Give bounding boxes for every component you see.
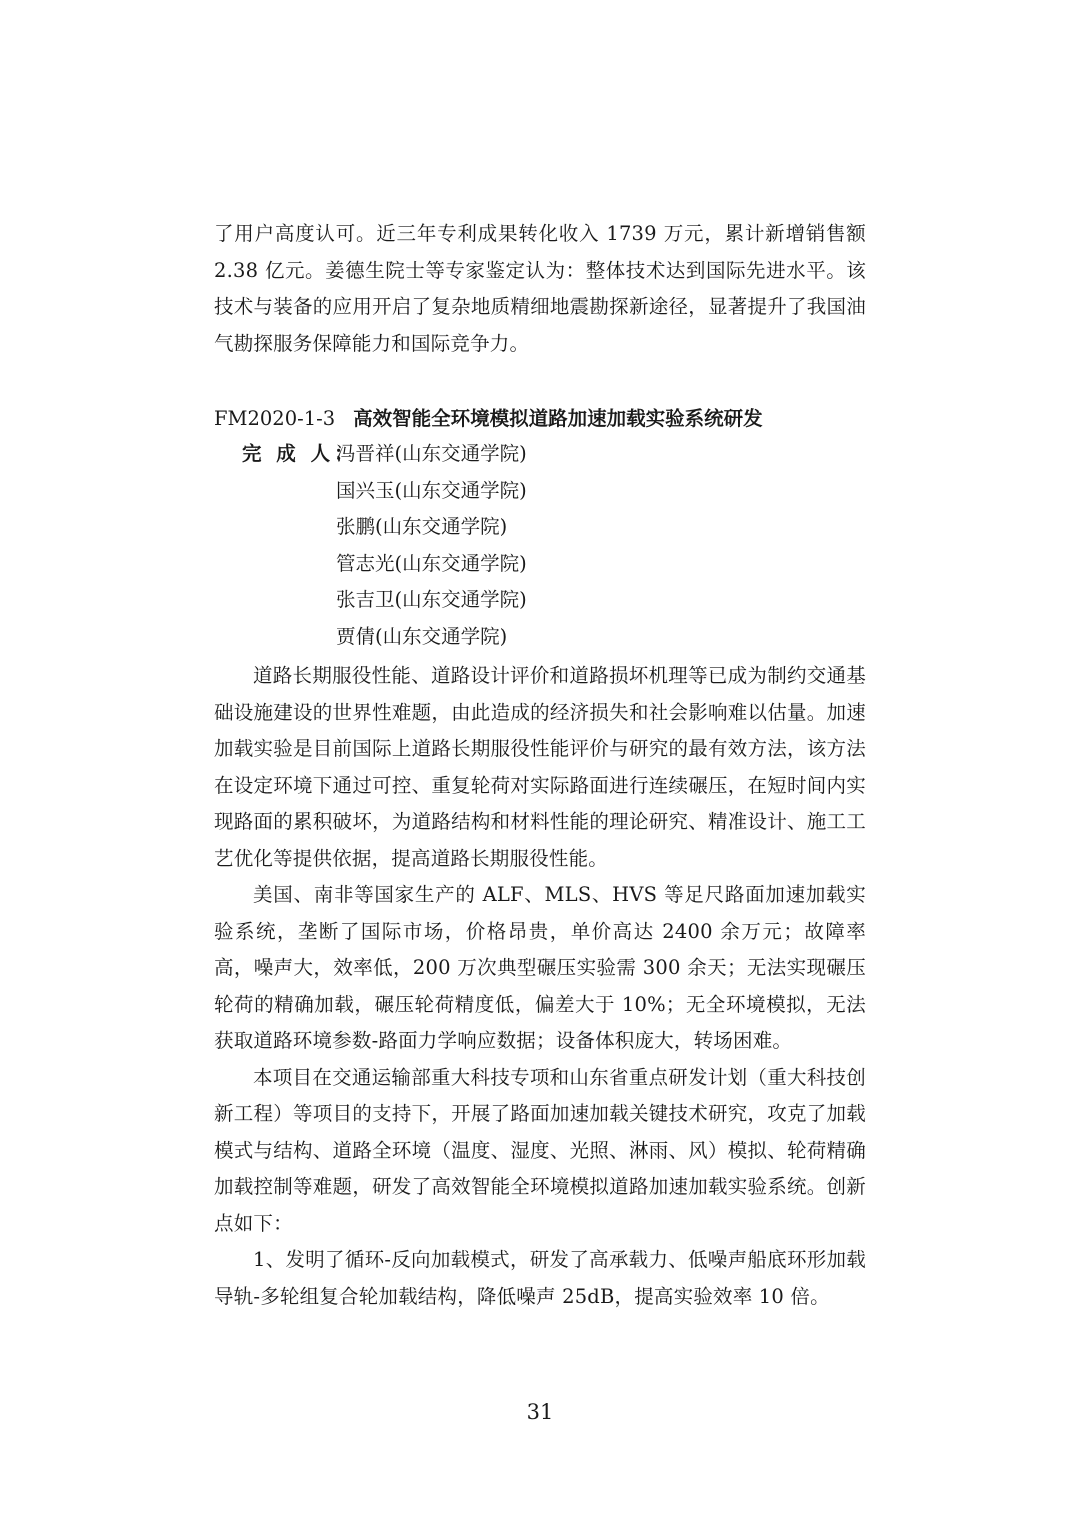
author-list [242, 436, 527, 656]
body-paragraph: 本项目在交通运输部重大科技专项和山东省重点研发计划（重大科技创新工程）等项目的支持下，开展了路面加速加载关键技术研究，攻克了加载模式与结构、道路全环境（温度、湿度、光照、淋雨、风）模拟、轮荷精确加载控制等难题，研发了高效智能全环境模拟道路加速加载实验系统。创新点如下： [214, 1065, 866, 1235]
body-paragraph: 1、发明了循环-反向加载模式，研发了高承载力、低噪声船底环形加载导轨-多轮组复合轮加载结构，降低噪声 25dB，提高实验效率 10 倍。 [214, 1248, 866, 1308]
body-section [214, 658, 866, 1315]
body-paragraph: 美国、南非等国家生产的 ALF、MLS、HVS 等足尺路面加速加载实验系统，垄断了国际市场，价格昂贵，单价高达 2400 余万元；故障率高，噪声大，效率低，200 万次典型碾压实验需 300 余天；无法实现碾压轮荷的精确加载，碾压轮荷精度低，偏差大于 10%；无全环境模拟，无法获取道路环境参数-路面力学响应数据；设备体积庞大，转场困难。 [214, 883, 866, 1052]
author-name: 张吉卫(山东交通学院) [336, 588, 527, 612]
author-label: 完 成 人： [242, 442, 358, 465]
author-name: 冯晋祥(山东交通学院) [336, 442, 527, 465]
author-name: 国兴玉(山东交通学院) [336, 478, 527, 502]
author-name: 管志光(山东交通学院) [336, 551, 527, 575]
intro-paragraph: 了用户高度认可。近三年专利成果转化收入 1739 万元，累计新增销售额 2.38 亿元。姜德生院士等专家鉴定认为：整体技术达到国际先进水平。该技术与装备的应用开启了复杂地质精细地震勘探新途径，显著提升了我国油气勘探服务保障能力和国际竞争力。 [214, 222, 866, 355]
author-row [242, 546, 527, 583]
author-row [242, 582, 527, 619]
author-row [242, 436, 527, 473]
author-row [242, 509, 527, 546]
author-row [242, 619, 527, 656]
intro-section [214, 216, 866, 362]
body-paragraph: 道路长期服役性能、道路设计评价和道路损坏机理等已成为制约交通基础设施建设的世界性难题，由此造成的经济损失和社会影响难以估量。加速加载实验是目前国际上道路长期服役性能评价与研究的最有效方法，该方法在设定环境下通过可控、重复轮荷对实际路面进行连续碾压，在短时间内实现路面的累积破坏，为道路结构和材料性能的理论研究、精准设计、施工工艺优化等提供依据，提高道路长期服役性能。 [214, 664, 866, 870]
project-heading [214, 401, 866, 437]
project-code: FM2020-1-3 [214, 407, 336, 430]
page-number: 31 [526, 1400, 554, 1424]
author-row [242, 473, 527, 510]
author-name: 贾倩(山东交通学院) [336, 624, 508, 648]
project-title: 高效智能全环境模拟道路加速加载实验系统研发 [353, 407, 763, 430]
author-name: 张鹏(山东交通学院) [336, 515, 508, 539]
